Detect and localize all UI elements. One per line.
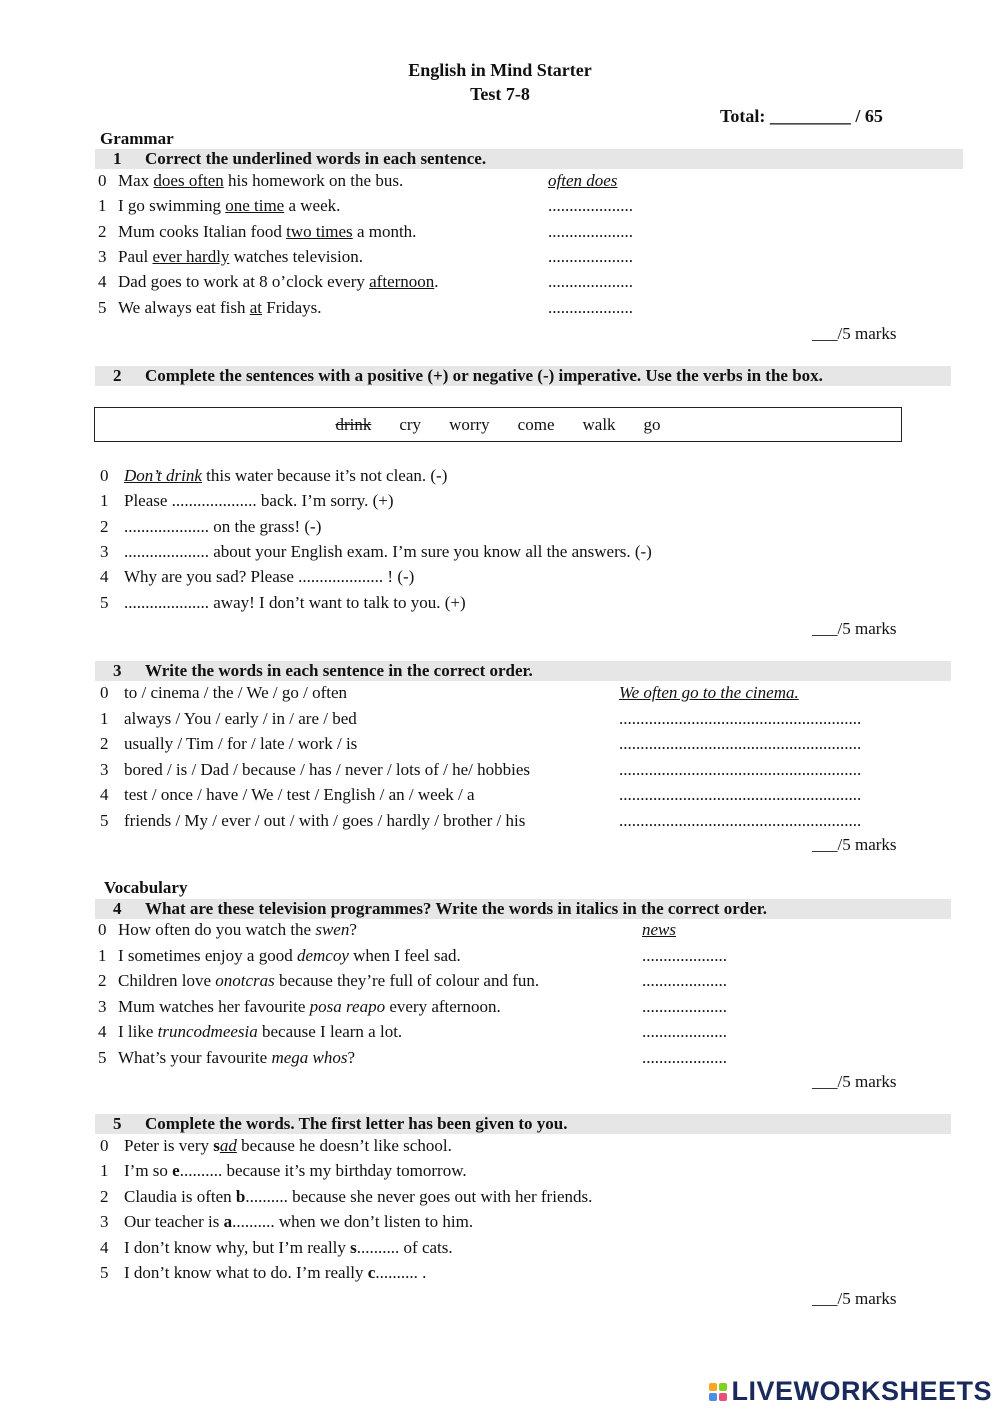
item-number: 0 bbox=[98, 920, 107, 939]
exercise-instruction: Correct the underlined words in each sentence. bbox=[145, 149, 487, 168]
item-number: 3 bbox=[98, 996, 107, 1016]
exercise-5-marks[interactable]: ___/5 marks bbox=[812, 1289, 897, 1308]
item-number: 2 bbox=[100, 516, 109, 536]
item-number: 0 bbox=[100, 1136, 109, 1155]
exercise-number: 1 bbox=[113, 149, 122, 168]
answer-blank[interactable]: ......................................................... bbox=[619, 734, 862, 753]
exercise-3-marks[interactable]: ___/5 marks bbox=[812, 835, 897, 854]
answer-blank[interactable]: .................... bbox=[548, 272, 633, 292]
exercise-instruction: Write the words in each sentence in the correct order. bbox=[145, 661, 533, 680]
underlined-words: at bbox=[249, 297, 263, 317]
item-number: 2 bbox=[98, 971, 107, 990]
sentence-text: We always eat fish at Fridays. bbox=[118, 297, 322, 317]
answer-blank[interactable]: .................... bbox=[548, 246, 633, 266]
sentence-text: I go swimming one time a week. bbox=[118, 196, 341, 216]
sentence-text: Don’t drink this water because it’s not clean. (-) bbox=[124, 466, 448, 485]
answer-blank[interactable]: .................... bbox=[548, 221, 633, 241]
answer-blank[interactable]: ......................................................... bbox=[619, 810, 862, 830]
sentence-text: test / once / have / We / test / English / an / week / a bbox=[124, 785, 475, 804]
underlined-words: two times bbox=[286, 221, 353, 241]
answer-blank[interactable]: .................... bbox=[548, 196, 633, 216]
word-come: come bbox=[517, 414, 555, 434]
underlined-words: ever hardly bbox=[152, 246, 230, 266]
answer-blank[interactable]: .................... bbox=[642, 1022, 727, 1041]
word-drink: drink bbox=[335, 414, 372, 434]
exercise-number: 3 bbox=[113, 661, 122, 680]
item-number: 5 bbox=[98, 297, 107, 317]
sentence-text: Paul ever hardly watches television. bbox=[118, 246, 364, 266]
word-go: go bbox=[643, 414, 661, 434]
sentence-text: always / You / early / in / are / bed bbox=[124, 708, 357, 728]
word-box bbox=[94, 407, 902, 442]
item-number: 4 bbox=[100, 567, 109, 587]
exercise-2-header bbox=[95, 366, 951, 386]
sentence-text: How often do you watch the swen? bbox=[118, 920, 357, 939]
exercise-number: 5 bbox=[113, 1114, 122, 1133]
item-number: 3 bbox=[100, 1212, 109, 1232]
total-score: Total: _________ / 65 bbox=[720, 106, 883, 126]
item-number: 2 bbox=[100, 1186, 109, 1206]
scrambled-word: onotcras bbox=[215, 971, 275, 990]
item-number: 4 bbox=[100, 785, 109, 804]
liveworksheets-logo[interactable] bbox=[709, 1376, 992, 1407]
scrambled-word: swen bbox=[315, 920, 350, 939]
exercise-number: 4 bbox=[113, 899, 122, 918]
word-worry: worry bbox=[449, 414, 490, 434]
sentence-text: Claudia is often b.......... because she never goes out with her friends. bbox=[124, 1186, 593, 1206]
sentence-text: friends / My / ever / out / with / goes / hardly / brother / his bbox=[124, 810, 526, 830]
answer-blank[interactable]: ......................................................... bbox=[619, 708, 862, 728]
sentence-text: I don’t know why, but I’m really s.......... of cats. bbox=[124, 1237, 453, 1257]
first-letter: c bbox=[367, 1263, 376, 1282]
exercise-4-marks[interactable]: ___/5 marks bbox=[812, 1072, 897, 1091]
item-number: 3 bbox=[100, 759, 109, 779]
item-number: 0 bbox=[100, 683, 109, 702]
item-number: 4 bbox=[100, 1237, 109, 1257]
page-subtitle: Test 7-8 bbox=[470, 84, 530, 104]
scrambled-word: demcoy bbox=[296, 945, 349, 965]
item-number: 2 bbox=[98, 221, 107, 241]
item-number: 0 bbox=[98, 171, 107, 190]
item-number: 3 bbox=[100, 541, 109, 561]
sentence-text: Dad goes to work at 8 o’clock every afternoon. bbox=[118, 272, 439, 292]
answer-blank[interactable]: .................... bbox=[642, 971, 727, 990]
sentence-text: usually / Tim / for / late / work / is bbox=[124, 734, 358, 753]
answer-blank[interactable]: .................... bbox=[642, 945, 727, 965]
example-answer: often does bbox=[548, 171, 618, 190]
first-letter: e bbox=[172, 1161, 180, 1181]
sentence-text: Mum cooks Italian food two times a month. bbox=[118, 221, 417, 241]
word-cry: cry bbox=[399, 414, 422, 434]
item-number: 3 bbox=[98, 246, 107, 266]
sentence-text: bored / is / Dad / because / has / never / lots of / he/ hobbies bbox=[124, 759, 531, 779]
logo-grid-icon bbox=[709, 1383, 727, 1401]
sentence-text: Please .................... back. I’m sorry. (+) bbox=[124, 491, 394, 511]
item-number: 5 bbox=[100, 592, 109, 612]
vocabulary-heading: Vocabulary bbox=[104, 878, 188, 897]
answer-blank[interactable]: ......................................................... bbox=[619, 785, 862, 804]
item-number: 4 bbox=[98, 1022, 107, 1041]
item-number: 1 bbox=[100, 491, 109, 511]
exercise-instruction: Complete the sentences with a positive (+) or negative (-) imperative. Use the verbs in the box. bbox=[145, 366, 823, 385]
exercise-5-header bbox=[95, 1114, 951, 1134]
exercise-instruction: What are these television programmes? Write the words in italics in the correct order. bbox=[145, 899, 767, 918]
item-number: 4 bbox=[98, 272, 107, 292]
page-title: English in Mind Starter bbox=[408, 60, 592, 80]
example-answer: We often go to the cinema. bbox=[619, 683, 799, 702]
logo-text: LIVEWORKSHEETS bbox=[731, 1376, 992, 1406]
sentence-text: I sometimes enjoy a good demcoy when I feel sad. bbox=[118, 945, 461, 965]
item-number: 5 bbox=[100, 1263, 109, 1282]
example-answer: news bbox=[642, 920, 676, 939]
sentence-text: I don’t know what to do. I’m really c.......... . bbox=[124, 1263, 427, 1282]
exercise-3-header bbox=[95, 661, 951, 681]
scrambled-word: posa reapo bbox=[309, 996, 386, 1016]
exercise-1-header bbox=[95, 149, 963, 169]
answer-blank[interactable]: .................... bbox=[642, 996, 727, 1016]
sentence-text: to / cinema / the / We / go / often bbox=[124, 683, 348, 702]
first-letter: b bbox=[235, 1186, 246, 1206]
sentence-text: .................... about your English exam. I’m sure you know all the answers. (-) bbox=[124, 541, 652, 561]
sentence-text: I’m so e.......... because it’s my birthday tomorrow. bbox=[124, 1161, 467, 1181]
word-walk: walk bbox=[582, 414, 616, 434]
example-answer: Don’t drink bbox=[124, 466, 202, 485]
exercise-1-marks[interactable]: ___/5 marks bbox=[812, 324, 897, 343]
item-number: 1 bbox=[98, 945, 107, 965]
exercise-2-marks[interactable]: ___/5 marks bbox=[812, 619, 897, 638]
scrambled-word: truncodmeesia bbox=[157, 1022, 258, 1041]
sentence-text: Why are you sad? Please .................... ! (-) bbox=[124, 567, 415, 587]
exercise-instruction: Complete the words. The first letter has been given to you. bbox=[145, 1114, 568, 1133]
first-letter: s bbox=[350, 1237, 357, 1257]
item-number: 5 bbox=[100, 810, 109, 830]
sentence-text: Our teacher is a.......... when we don’t listen to him. bbox=[124, 1212, 474, 1232]
underlined-words: one time bbox=[225, 196, 285, 216]
item-number: 5 bbox=[98, 1047, 107, 1067]
exercise-4-header bbox=[95, 899, 951, 919]
sentence-text: Children love onotcras because they’re full of colour and fun. bbox=[118, 971, 540, 990]
sentence-text: I like truncodmeesia because I learn a lot. bbox=[118, 1022, 403, 1041]
underlined-words: does often bbox=[153, 171, 224, 190]
sentence-text: Peter is very sad because he doesn’t like school. bbox=[124, 1136, 452, 1155]
item-number: 1 bbox=[100, 708, 109, 728]
example-answer: ad bbox=[219, 1136, 237, 1155]
first-letter: s bbox=[213, 1136, 220, 1155]
item-number: 1 bbox=[98, 196, 107, 216]
sentence-text: .................... away! I don’t want to talk to you. (+) bbox=[124, 592, 466, 612]
sentence-text: Mum watches her favourite posa reapo every afternoon. bbox=[118, 996, 501, 1016]
answer-blank[interactable]: .................... bbox=[548, 297, 633, 317]
underlined-words: afternoon bbox=[369, 272, 435, 292]
scrambled-word: mega whos bbox=[271, 1047, 348, 1067]
sentence-text: Max does often his homework on the bus. bbox=[118, 171, 404, 190]
item-number: 2 bbox=[100, 734, 109, 753]
item-number: 0 bbox=[100, 466, 109, 485]
exercise-number: 2 bbox=[113, 366, 122, 385]
sentence-text: What’s your favourite mega whos? bbox=[118, 1047, 356, 1067]
item-number: 1 bbox=[100, 1161, 109, 1181]
answer-blank[interactable]: .................... bbox=[642, 1047, 727, 1067]
first-letter: a bbox=[223, 1212, 233, 1232]
grammar-heading: Grammar bbox=[100, 129, 174, 148]
answer-blank[interactable]: ......................................................... bbox=[619, 759, 862, 779]
sentence-text: .................... on the grass! (-) bbox=[124, 516, 322, 536]
